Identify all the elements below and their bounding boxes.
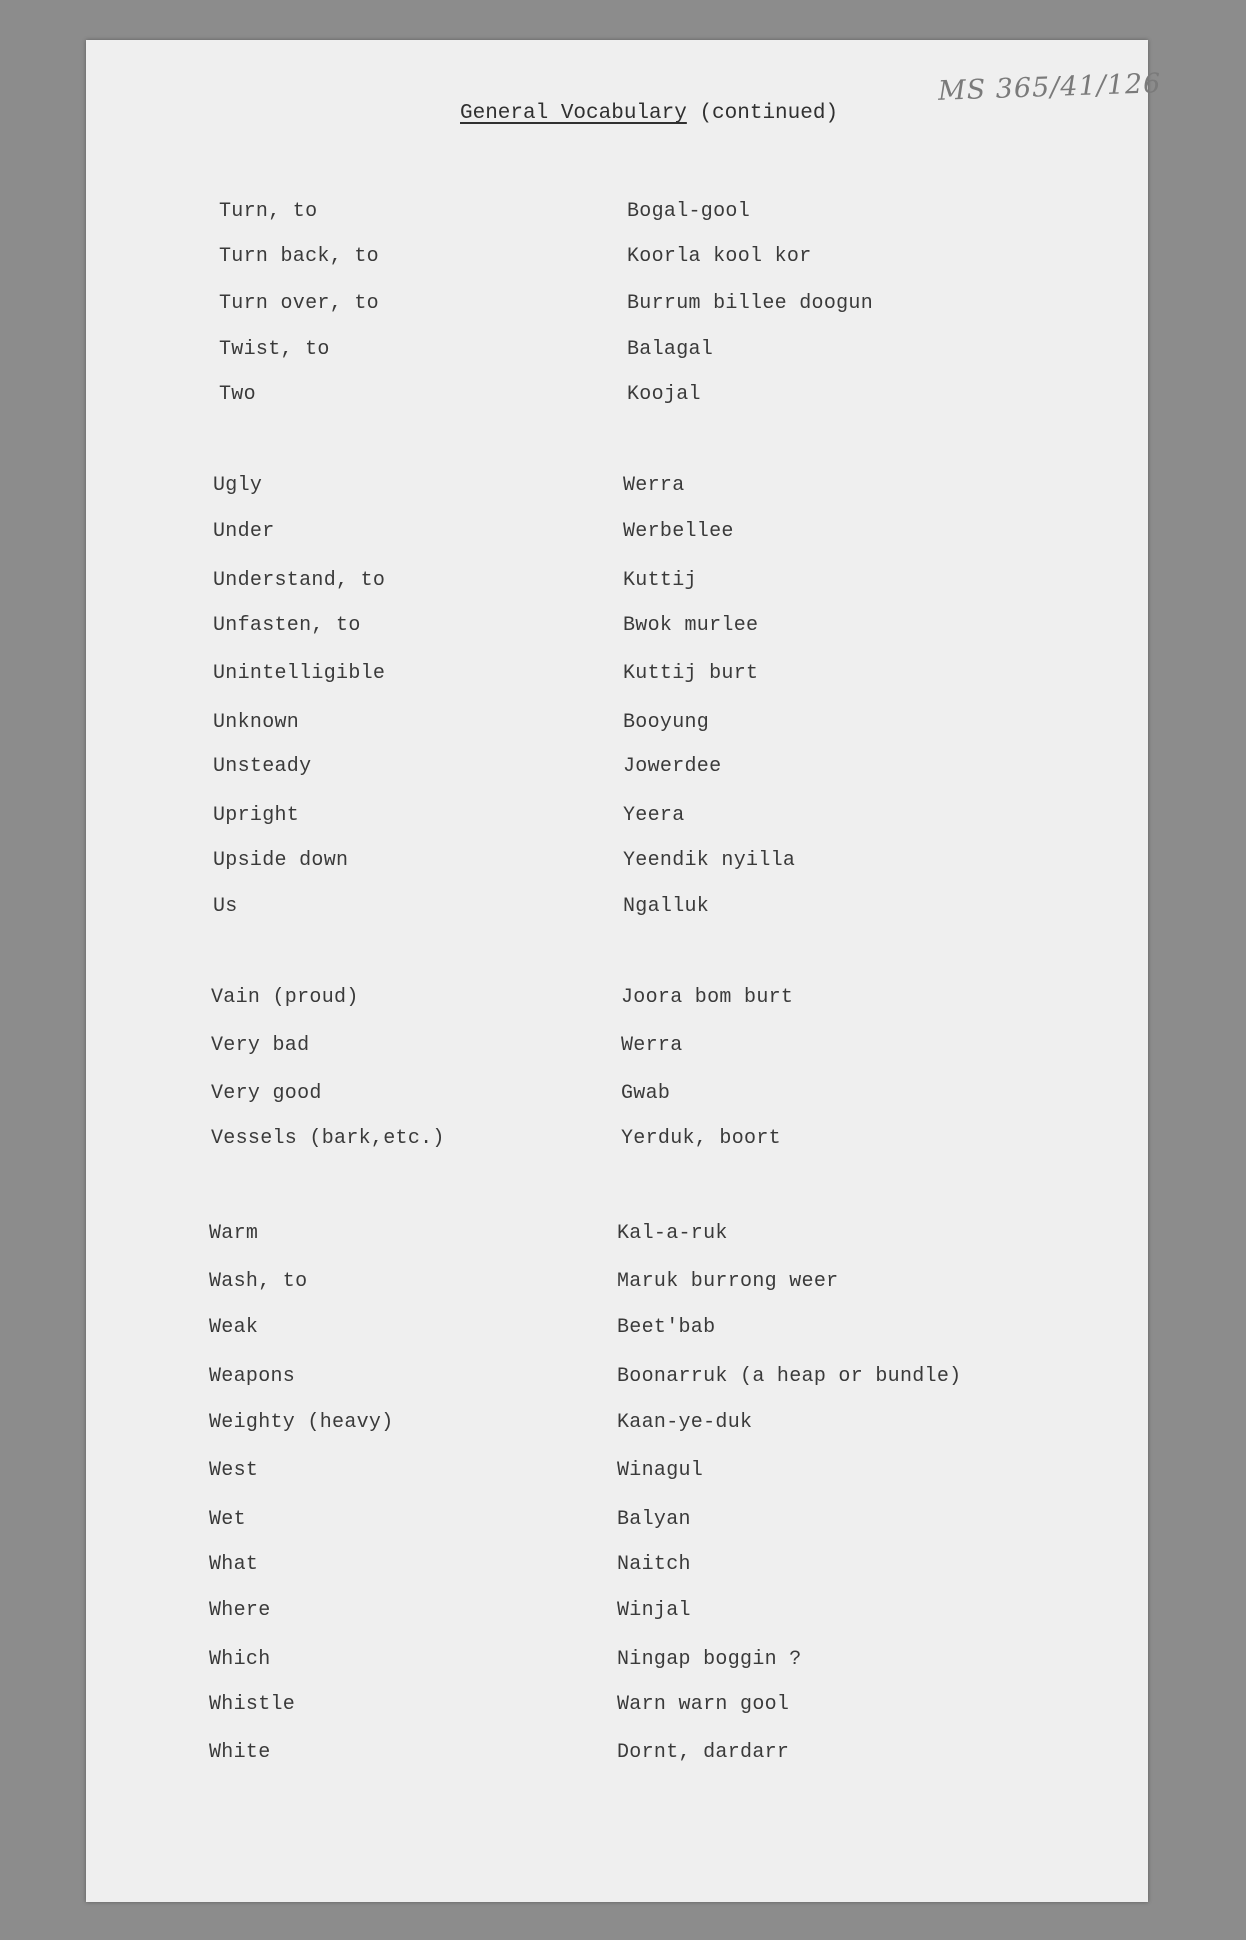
english-term: Whistle [209, 1693, 296, 1716]
english-term: Unsteady [213, 755, 312, 778]
english-term: West [209, 1459, 259, 1482]
native-term: Gwab [621, 1082, 671, 1105]
english-term: Turn, to [219, 200, 318, 223]
english-term: Ugly [213, 474, 263, 497]
native-term: Yerduk, boort [621, 1127, 781, 1150]
native-term: Joora bom burt [621, 986, 794, 1009]
english-term: Unintelligible [213, 662, 386, 685]
english-term: Wash, to [209, 1270, 308, 1293]
native-term: Maruk burrong weer [617, 1270, 839, 1293]
native-term: Kal-a-ruk [617, 1222, 728, 1245]
english-term: Turn back, to [219, 245, 379, 268]
native-term: Balyan [617, 1508, 691, 1531]
native-term: Koojal [627, 383, 701, 406]
english-term: What [209, 1553, 259, 1576]
english-term: Weak [209, 1316, 259, 1339]
native-term: Boonarruk (a heap or bundle) [617, 1365, 962, 1388]
english-term: Turn over, to [219, 292, 379, 315]
native-term: Ngalluk [623, 895, 710, 918]
english-term: Unfasten, to [213, 614, 361, 637]
native-term: Koorla kool kor [627, 245, 812, 268]
english-term: Vessels (bark,etc.) [211, 1127, 445, 1150]
page-title [460, 102, 838, 125]
native-term: Kaan-ye-duk [617, 1411, 753, 1434]
native-term: Werra [621, 1034, 683, 1057]
native-term: Bogal-gool [627, 200, 751, 223]
english-term: White [209, 1741, 271, 1764]
native-term: Beet'bab [617, 1316, 716, 1339]
native-term: Ningap boggin ? [617, 1648, 802, 1671]
english-term: Very bad [211, 1034, 310, 1057]
english-term: Wet [209, 1508, 246, 1531]
english-term: Unknown [213, 711, 300, 734]
english-term: Which [209, 1648, 271, 1671]
native-term: Warn warn gool [617, 1693, 790, 1716]
english-term: Under [213, 520, 275, 543]
english-term: Twist, to [219, 338, 330, 361]
english-term: Vain (proud) [211, 986, 359, 1009]
native-term: Burrum billee doogun [627, 292, 874, 315]
english-term: Weapons [209, 1365, 296, 1388]
native-term: Yeera [623, 804, 685, 827]
native-term: Winagul [617, 1459, 704, 1482]
title-main: General Vocabulary [460, 102, 687, 125]
native-term: Winjal [617, 1599, 691, 1622]
english-term: Two [219, 383, 256, 406]
native-term: Werra [623, 474, 685, 497]
native-term: Naitch [617, 1553, 691, 1576]
title-suffix: (continued) [686, 102, 839, 125]
native-term: Balagal [627, 338, 714, 361]
native-term: Werbellee [623, 520, 734, 543]
native-term: Kuttij [623, 569, 697, 592]
english-term: Where [209, 1599, 271, 1622]
english-term: Very good [211, 1082, 322, 1105]
english-term: Us [213, 895, 238, 918]
native-term: Booyung [623, 711, 710, 734]
native-term: Kuttij burt [623, 662, 759, 685]
english-term: Upright [213, 804, 300, 827]
native-term: Bwok murlee [623, 614, 759, 637]
english-term: Understand, to [213, 569, 386, 592]
english-term: Weighty (heavy) [209, 1411, 394, 1434]
english-term: Upside down [213, 849, 349, 872]
native-term: Yeendik nyilla [623, 849, 796, 872]
native-term: Dornt, dardarr [617, 1741, 790, 1764]
archive-reference-mark: MS 365/41/126 [937, 68, 1162, 107]
native-term: Jowerdee [623, 755, 722, 778]
english-term: Warm [209, 1222, 259, 1245]
